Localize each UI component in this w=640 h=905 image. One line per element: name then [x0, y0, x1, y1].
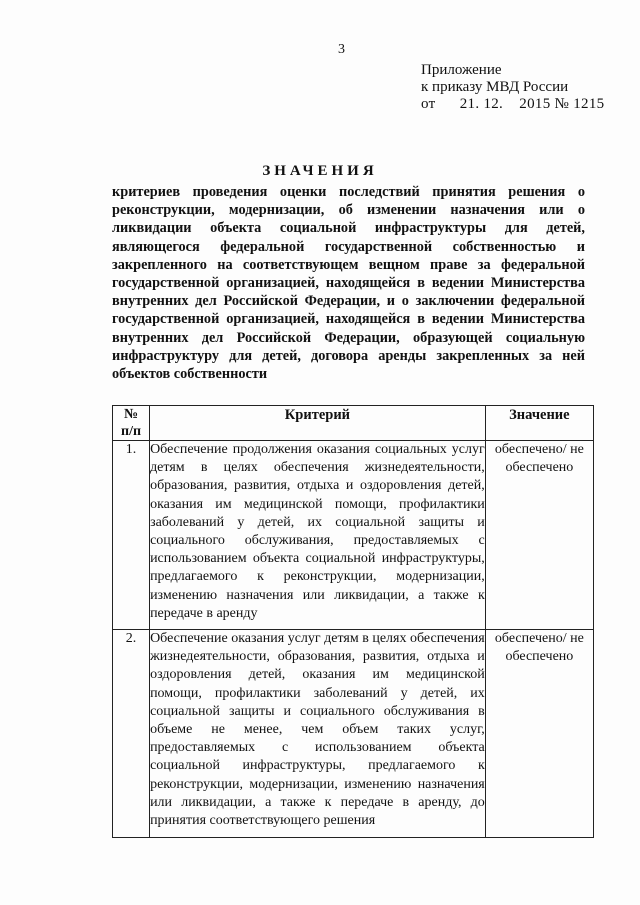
row-number: 2.: [113, 630, 150, 838]
header-value: Значение: [485, 406, 593, 441]
header-number: [113, 406, 150, 441]
row-criterion: Обеспечение продолжения оказания социальных услуг детям в целях обеспечения жизнедеятельности, образования, развития, отдыха и оздоровления детей, оказания им медицинской помощи, профилактики заболеваний у детей, их социальной защиты и социального обслуживания, предоставляемых с использованием объекта социальной инфраструктуры, предлагаемого к реконструкции, модернизации, изменению назначения или ликвидации, а также к передаче в аренду: [150, 441, 486, 630]
header-number-symbol: №: [123, 407, 139, 422]
row-value: обеспечено/ не обеспечено: [485, 441, 593, 630]
page-number: 3: [338, 42, 345, 57]
table-row: [113, 630, 594, 838]
criteria-table: [112, 405, 594, 838]
row-number: 1.: [113, 441, 150, 630]
appendix-date-number: от 21. 12. 2015 № 1215: [421, 96, 605, 112]
appendix-order-ref: к приказу МВД России: [421, 79, 569, 95]
header-criterion: Критерий: [150, 406, 486, 441]
row-value: обеспечено/ не обеспечено: [485, 630, 593, 838]
appendix-label: Приложение: [421, 62, 502, 78]
table-row: [113, 441, 594, 630]
row-criterion: Обеспечение оказания услуг детям в целях обеспечения жизнедеятельности, образования, развития, отдыха и оздоровления детей, оказания им медицинской помощи, профилактики заболеваний у детей, их социальной защиты и социального обслуживания в объеме не менее, чем объем таких услуг, предоставляемых с использованием объекта социальной инфраструктуры, предлагаемого к реконструкции, модернизации, изменению назначения или ликвидации, а также к передаче в аренду, до принятия соответствующего решения: [150, 630, 486, 838]
header-number-abbr: п/п: [121, 424, 142, 439]
appendix-block: [421, 62, 604, 113]
table-header-row: [113, 406, 594, 441]
document-subtitle: критериев проведения оценки последствий принятия решения о реконструкции, модернизации, об изменении назначения или о ликвидации объекта социальной инфраструктуры для детей, являющегося федеральной государственной собственностью и закрепленного на соответствующем вещном праве за федеральной государственной организацией, находящейся в ведении Министерства внутренних дел Российской Федерации, и о заключении федеральной государственной организацией, находящейся в ведении Министерства внутренних дел Российской Федерации, образующей социальную инфраструктуру для детей, договора аренды закрепленных за ней объектов собственности: [112, 184, 585, 383]
document-title: ЗНАЧЕНИЯ: [262, 163, 378, 179]
